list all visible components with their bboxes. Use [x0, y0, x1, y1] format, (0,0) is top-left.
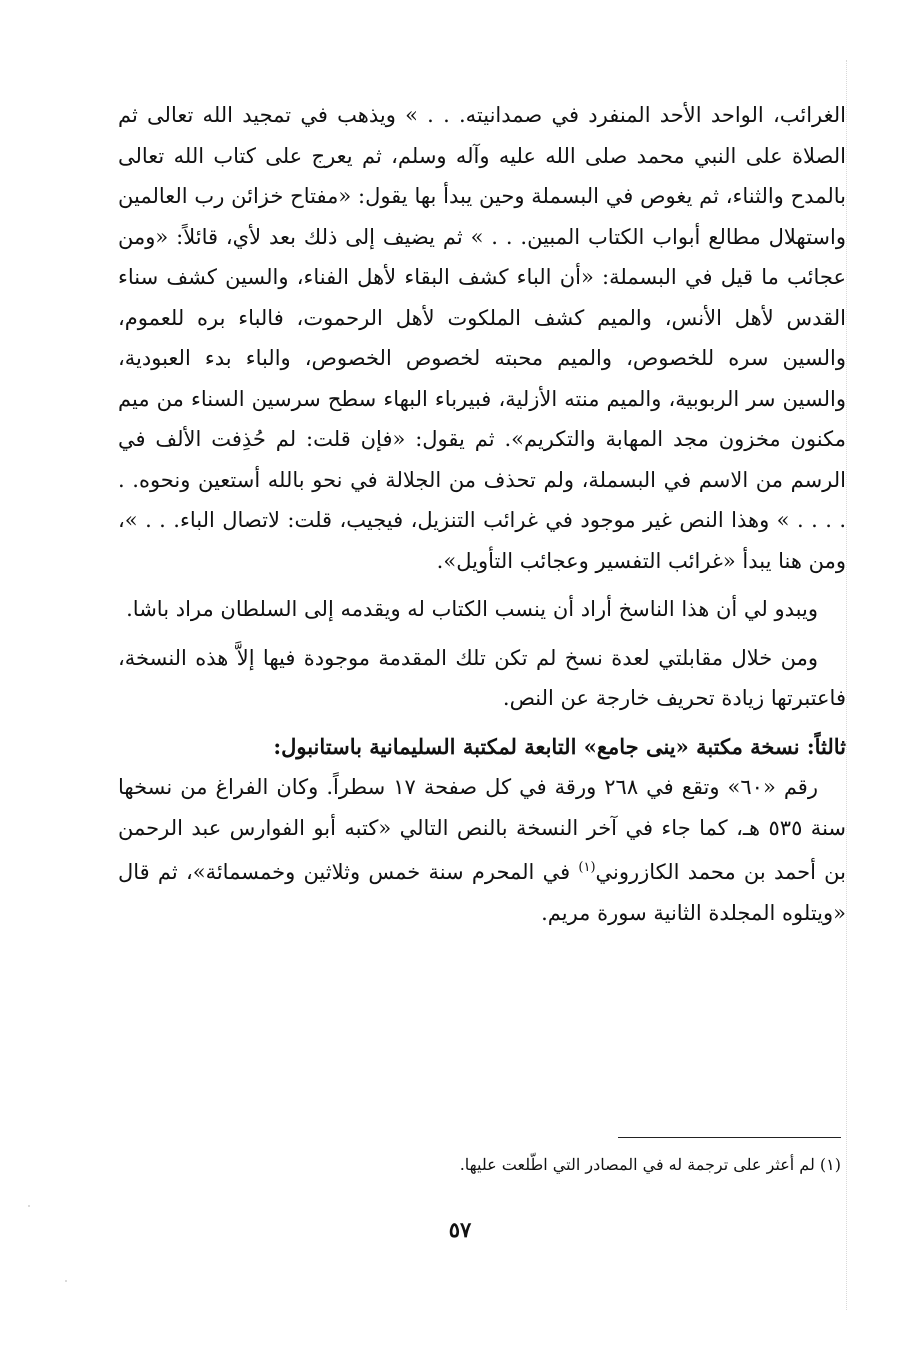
paragraph-text: في المحرم سنة خمس وثلاثين وخمسمائة»، ثم قال «ويتلوه المجلدة الثانية سورة مريم. [118, 860, 846, 925]
scan-speck [28, 1205, 30, 1207]
section-heading: ثالثاً: نسخة مكتبة «ينى جامع» التابعة لمكتبة السليمانية باستانبول: [273, 733, 846, 759]
footnote-separator [618, 1137, 841, 1138]
paragraph: ومن خلال مقابلتي لعدة نسخ لم تكن تلك المقدمة موجودة فيها إلاَّ هذه النسخة، فاعتبرتها زيادة تحريف خارجة عن النص. [118, 645, 846, 710]
page-body [118, 95, 846, 933]
paragraph [118, 767, 846, 933]
scan-edge-dots [846, 60, 847, 1310]
scan-speck [65, 1280, 67, 1282]
paragraph-text: رقم «٦٠» وتقع في ٢٦٨ ورقة في كل صفحة ١٧ سطراً. وكان الفراغ من نسخها سنة ٥٣٥ هـ، كما جاء في آخر النسخة بالنص التالي «كتبه أبو الفوارس عبد الرحمن بن أحمد بن محمد الكازروني [118, 775, 847, 884]
page-number: ٥٧ [448, 1217, 472, 1242]
footnote-marker: (١) [578, 860, 596, 875]
paragraph: ويبدو لي أن هذا الناسخ أراد أن ينسب الكتاب له ويقدمه إلى السلطان مراد باشا. [126, 597, 818, 621]
paragraph: الغرائب، الواحد الأحد المنفرد في صمدانيته. . . » ويذهب في تمجيد الله تعالى ثم الصلاة على النبي محمد صلى الله عليه وآله وسلم، ثم يعرج على كتاب الله تعالى بالمدح والثناء، ثم يغوص في البسملة وحين يبدأ بها يقول: «مفتاح خزائن رب العالمين واستهلال مطالع أبواب الكتاب المبين. . . » ثم يضيف إلى ذلك بعد لأي، قائلاً: «ومن عجائب ما قيل في البسملة: «أن الباء كشف البقاء لأهل الفناء، والسين كشف سناء القدس لأهل الأنس، والميم كشف الملكوت لأهل الرحموت، فالباء بره للعموم، والسين سره للخصوص، والميم محبته لخصوص الخصوص، والباء بدء العبودية، والسين سر الربوبية، والميم منته الأزلية، فبيرباء البهاء سطح سرسين السناء من ميم مكنون مخزون مجد المهابة والتكريم». ثم يقول: «فإن قلت: لم حُذِفت الألف في الرسم من الاسم في البسملة، ولم تحذف من الجلالة في نحو بالله أستعين ونحوه. . . . . . » وهذا النص غير موجود في غرائب التنزيل، فيجيب، قلت: لاتصال الباء. . . »، ومن هنا يبدأ «غرائب التفسير وعجائب التأويل». [118, 103, 846, 573]
footnote: (١) لم أعثر على ترجمة له في المصادر التي اطّلعت عليها. [459, 1155, 841, 1174]
